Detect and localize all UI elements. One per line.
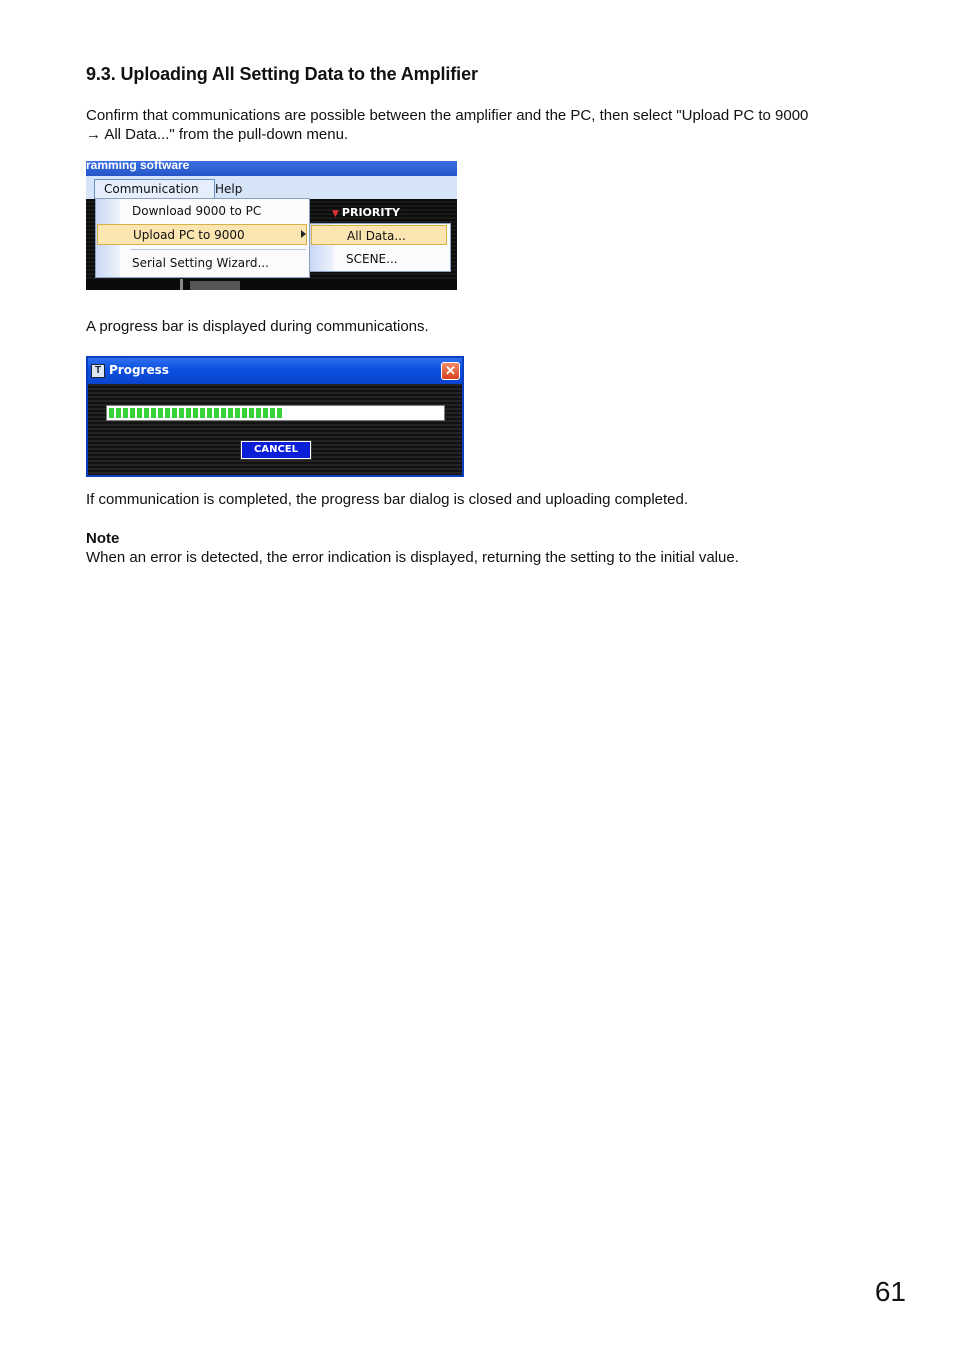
dialog-titlebar [88, 358, 462, 384]
triangle-down-icon: ▼ [332, 209, 339, 219]
progress-bar [106, 405, 445, 421]
note-heading: Note [86, 530, 120, 547]
priority-label: ▼ PRIORITY [332, 206, 400, 219]
menu-screenshot [86, 161, 457, 290]
menu-separator [130, 249, 306, 250]
app-titlebar: ramming software [86, 161, 457, 176]
dialog-title: Progress [109, 363, 169, 377]
intro-paragraph [86, 106, 886, 144]
submenu-arrow-icon [301, 230, 306, 238]
section-title: 9.3. Uploading All Setting Data to the Amplifier [86, 64, 478, 84]
menu-item-serial-wizard[interactable]: Serial Setting Wizard... [132, 256, 269, 270]
dialog-body [88, 384, 462, 475]
intro-line-2: → All Data..." from the pull-down menu. [86, 126, 349, 143]
page-number: 61 [874, 1276, 906, 1307]
app-icon: T [91, 364, 105, 378]
menu-communication[interactable]: Communication [94, 179, 215, 199]
menu-item-upload[interactable]: Upload PC to 9000 [97, 224, 307, 245]
divider [180, 279, 183, 290]
menu-item-download[interactable]: Download 9000 to PC [132, 204, 262, 218]
upload-submenu [309, 223, 451, 272]
close-icon[interactable]: ✕ [441, 362, 460, 380]
progress-dialog [86, 356, 464, 477]
completion-paragraph: If communication is completed, the progress bar dialog is closed and uploading completed. [86, 491, 689, 508]
cancel-button[interactable]: CANCEL [241, 441, 311, 459]
progress-fill [109, 408, 282, 418]
status-strip [86, 279, 457, 290]
communication-dropdown [95, 198, 310, 278]
submenu-item-scene[interactable]: SCENE... [346, 252, 398, 266]
progress-description: A progress bar is displayed during communications. [86, 318, 429, 335]
menu-help[interactable]: Help [215, 182, 243, 196]
submenu-item-all-data[interactable]: All Data... [311, 225, 447, 245]
note-body: When an error is detected, the error indication is displayed, returning the setting to the initial value. [86, 549, 739, 566]
scroll-thumb [190, 281, 240, 290]
intro-line-1: Confirm that communications are possible between the amplifier and the PC, then select "Upload PC to 9000 [86, 107, 809, 124]
